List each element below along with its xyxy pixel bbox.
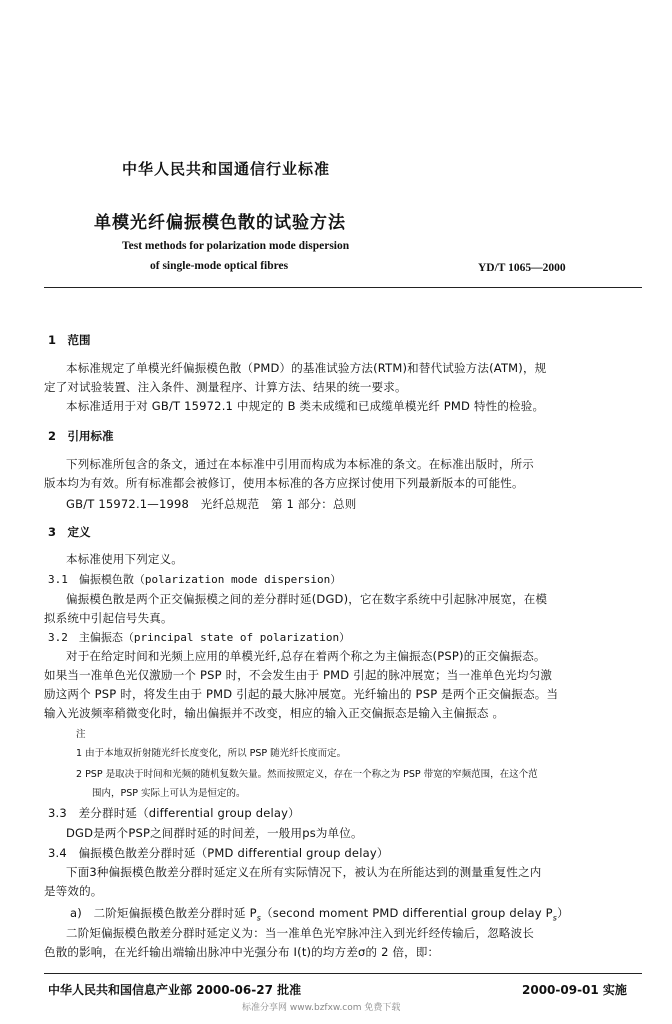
definition-3-2-text-line: 如果当一准单色光仅激励一个 PSP 时，不会发生由于 PMD 引起的脉冲展宽；当一准单色光均匀激	[44, 668, 553, 682]
header-divider	[44, 287, 642, 288]
normative-reference: GB/T 15972.1—1998 光纤总规范 第 1 部分：总则	[66, 497, 357, 511]
definition-3-2-text-line: 对于在给定时间和光频上应用的单模光纤,总存在着两个称之为主偏振态(PSP)的正交偏振态。	[66, 649, 546, 663]
standard-number: YD/T 1065—2000	[478, 262, 566, 274]
item-a-english: （second moment PMD differential group delay P	[261, 906, 553, 920]
document-title-en-line1: Test methods for polarization mode dispersion	[122, 240, 350, 252]
issuing-authority: 中华人民共和国信息产业部 2000-06-27 批准	[48, 983, 302, 997]
note-2-line: 围内，PSP 实际上可认为是恒定的。	[92, 788, 246, 799]
section-2-heading: 2 引用标准	[48, 429, 114, 443]
definition-3-4-second-moment-line: 色散的影响，在光纤输出端输出脉冲中光强分布 I(t)的均方差σ的 2 倍，即：	[44, 945, 440, 959]
item-a-subscript: s	[256, 913, 262, 923]
section-1-paragraph-line: 本标准适用于对 GB/T 15972.1 中规定的 B 类未成缆和已成缆单模光纤 PMD 特性的检验。	[66, 399, 545, 413]
note-1: 1 由于本地双折射随光纤长度变化，所以 PSP 随光纤长度而定。	[76, 748, 347, 759]
definition-3-1-text-line: 拟系统中引起信号失真。	[44, 611, 173, 625]
definition-3-4-item-a	[70, 905, 569, 922]
definition-3-4-text-line: 是等效的。	[44, 884, 103, 898]
footer-divider	[44, 973, 642, 974]
document-title-cn: 单模光纤偏振模色散的试验方法	[94, 213, 346, 233]
definition-3-3-text: DGD是两个PSP之间群时延的时间差，一般用ps为单位。	[66, 826, 363, 840]
item-a-close: ）	[557, 906, 569, 920]
item-a-english-subscript: s	[552, 913, 558, 923]
section-2-paragraph-line: 版本均为有效。所有标准都会被修订，使用本标准的各方应探讨使用下列最新版本的可能性。	[44, 476, 524, 490]
definition-3-4-text-line: 下面3种偏振模色散差分群时延定义在所有实际情况下，被认为在所能达到的测量重复性之内	[66, 865, 542, 879]
section-1-heading: 1 范围	[48, 333, 91, 347]
definition-3-2-heading: 3.2 主偏振态（principal state of polarization）	[48, 631, 351, 644]
section-2-paragraph-line: 下列标准所包含的条文，通过在本标准中引用而构成为本标准的条文。在标准出版时，所示	[66, 457, 534, 471]
section-1-paragraph-line: 定了对试验装置、注入条件、测量程序、计算方法、结果的统一要求。	[44, 380, 407, 394]
section-1-paragraph-line: 本标准规定了单模光纤偏振模色散（PMD）的基准试验方法(RTM)和替代试验方法(ATM)，规	[66, 361, 547, 375]
definition-3-2-text-line: 励这两个 PSP 时，将发生由于 PMD 引起的最大脉冲展宽。光纤输出的 PSP 是两个正交偏振态。当	[44, 687, 559, 701]
watermark: 标准分享网 www.bzfxw.com 免费下载	[242, 1003, 401, 1013]
definition-3-2-text-line: 输入光波频率稍微变化时，输出偏振并不改变，相应的输入正交偏振态是输入主偏振态 。	[44, 706, 505, 720]
definition-3-4-heading: 3.4 偏振模色散差分群时延（PMD differential group delay）	[48, 846, 389, 860]
definition-3-3-heading: 3.3 差分群时延（differential group delay）	[48, 806, 300, 820]
standard-category-title: 中华人民共和国通信行业标准	[122, 160, 331, 178]
document-title-en-line2: of single-mode optical fibres	[150, 260, 289, 272]
definition-3-4-second-moment-line: 二阶矩偏振模色散差分群时延定义为：当一准单色光窄脉冲注入到光纤经传输后，忽略波长	[66, 926, 534, 940]
section-3-heading: 3 定义	[48, 525, 91, 539]
definition-3-1-heading: 3.1 偏振模色散（polarization mode dispersion）	[48, 573, 342, 586]
note-2-line: 2 PSP 是取决于时间和光频的随机复数矢量。然而按照定义，存在一个称之为 PSP 带宽的窄频范围，在这个范	[76, 769, 538, 780]
item-a-label: a) 二阶矩偏振模色散差分群时延 P	[70, 906, 257, 920]
implementation-date: 2000-09-01 实施	[522, 983, 627, 997]
definition-3-1-text-line: 偏振模色散是两个正交偏振模之间的差分群时延(DGD)，它在数字系统中引起脉冲展宽，在模	[66, 592, 548, 606]
section-3-intro: 本标准使用下列定义。	[66, 552, 183, 566]
note-label: 注	[76, 729, 86, 740]
